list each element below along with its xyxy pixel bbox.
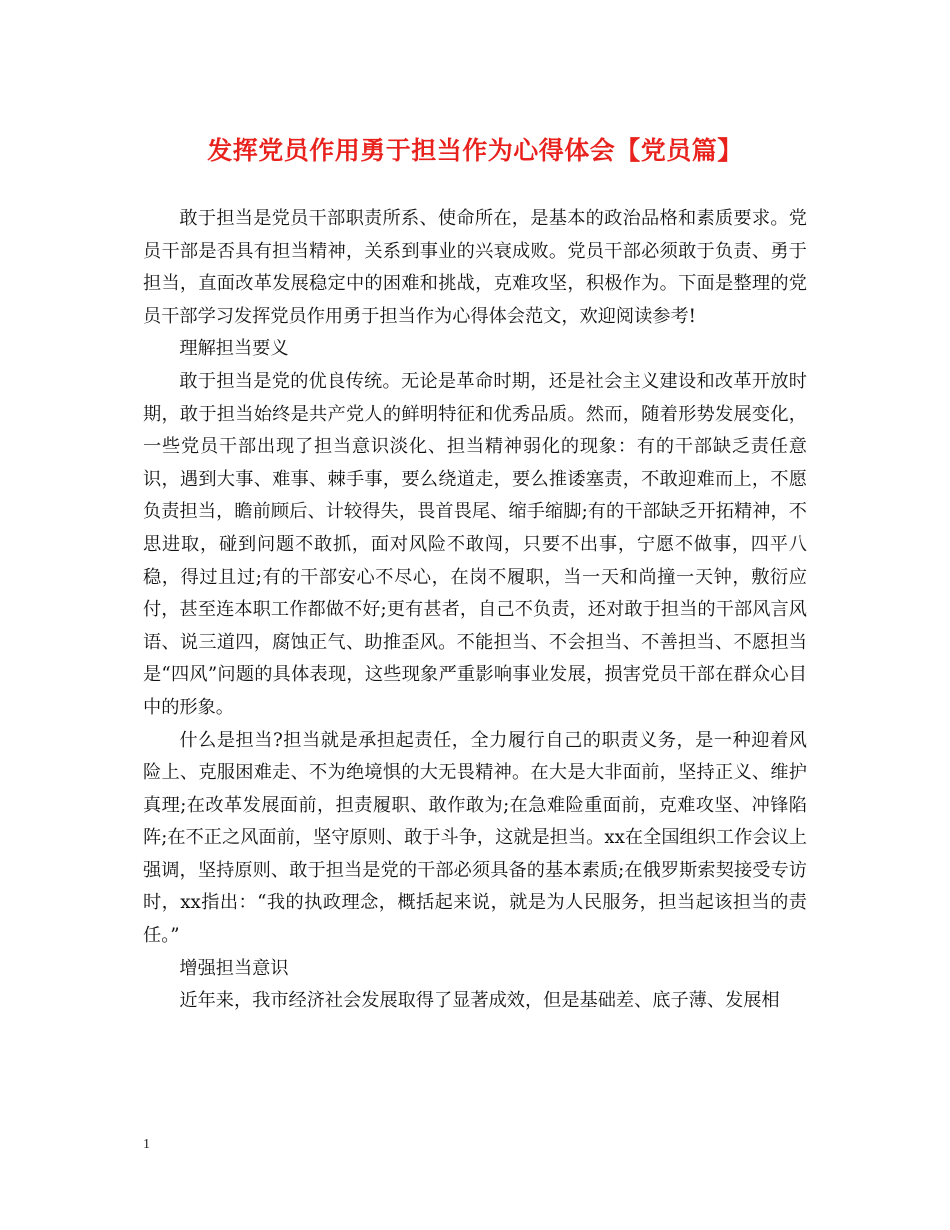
body-paragraph-recent: 近年来，我市经济社会发展取得了显著成效，但是基础差、底子薄、发展相 — [179, 990, 780, 1012]
document-title: 发挥党员作用勇于担当作为心得体会【党员篇】 — [207, 136, 743, 165]
document-body — [143, 203, 807, 1018]
body-paragraph-definition: 什么是担当?担当就是承担起责任，全力履行自己的职责义务，是一种迎着风险上、克服困难走、不为绝境惧的大无畏精神。在大是大非面前，坚持正义、维护真理;在改革发展面前，担责履职、敢作敢为;在急难险重面前，克难攻坚、冲锋陷阵;在不正之风面前，坚守原则、敢于斗争，这就是担当。xx在全国组织工作会议上强调，坚持原则、敢于担当是党的干部必须具备的基本素质;在俄罗斯索契接受专访时，xx指出：“我的执政理念，概括起来说，就是为人民服务，担当起该担当的责任。” — [143, 729, 807, 947]
section-heading-strengthen: 增强担当意识 — [179, 957, 289, 979]
body-paragraph-tradition: 敢于担当是党的优良传统。无论是革命时期，还是社会主义建设和改革开放时期，敢于担当始终是共产党人的鲜明特征和优秀品质。然而，随着形势发展变化，一些党员干部出现了担当意识淡化、担当精神弱化的现象：有的干部缺乏责任意识，遇到大事、难事、棘手事，要么绕道走，要么推诿塞责，不敢迎难而上，不愿负责担当，瞻前顾后、计较得失，畏首畏尾、缩手缩脚;有的干部缺乏开拓精神，不思进取，碰到问题不敢抓，面对风险不敢闯，只要不出事，宁愿不做事，四平八稳，得过且过;有的干部安心不尽心，在岗不履职，当一天和尚撞一天钟，敷衍应付，甚至连本职工作都做不好;更有甚者，自己不负责，还对敢于担当的干部风言风语、说三道四，腐蚀正气、助推歪风。不能担当、不会担当、不善担当、不愿担当是“四风”问题的具体表现，这些现象严重影响事业发展，损害党员干部在群众心目中的形象。 — [143, 370, 807, 718]
page-number: 1 — [143, 1137, 150, 1152]
section-heading-understand: 理解担当要义 — [179, 338, 289, 360]
intro-paragraph: 敢于担当是党员干部职责所系、使命所在，是基本的政治品格和素质要求。党员干部是否具有担当精神，关系到事业的兴衰成败。党员干部必须敢于负责、勇于担当，直面改革发展稳定中的困难和挑战，克难攻坚，积极作为。下面是整理的党员干部学习发挥党员作用勇于担当作为心得体会范文，欢迎阅读参考! — [143, 208, 807, 327]
